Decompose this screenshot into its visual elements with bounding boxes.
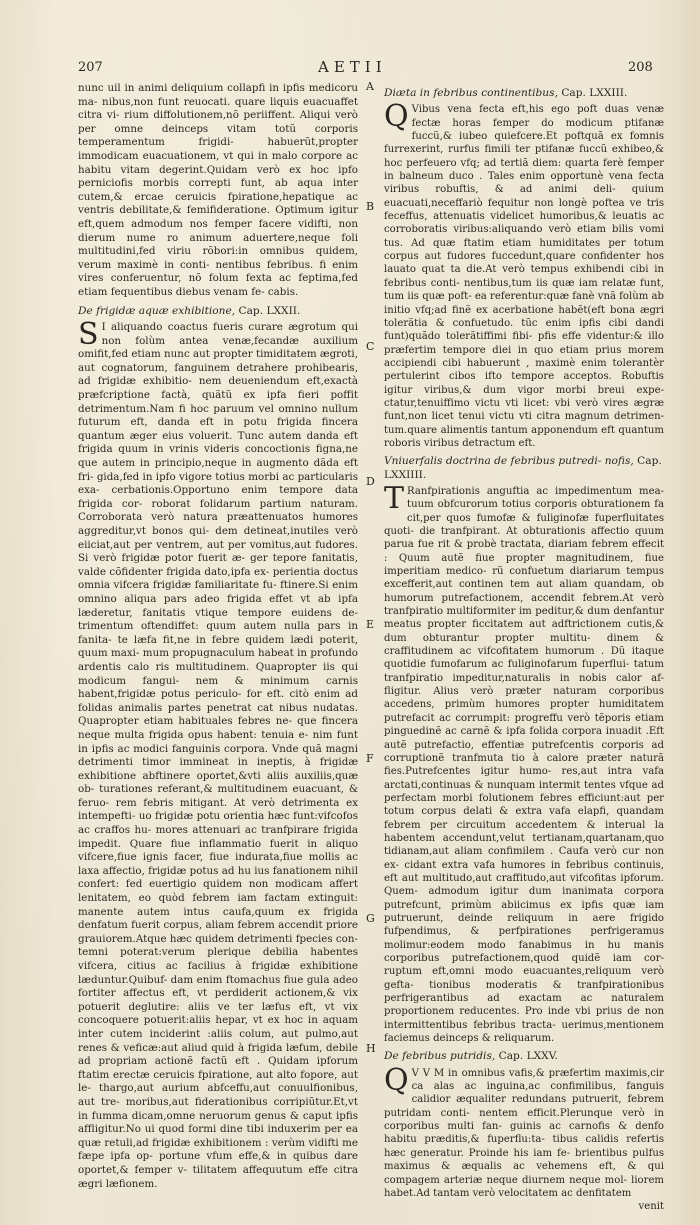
chapter-74-title: Vniuerfalis doctrina de febribus putredi- nofis, [384,455,634,468]
right-page-number: 208 [628,60,653,75]
chapter-75-number: Cap. LXXV. [498,1050,558,1063]
left-paragraph-2-text: I aliquando coactus fueris curare ægrotum qui non folùm antea venæ,fecandæ auxilium omifit,fed etiam nunc aut propter timiditatem ægroti, aut cognatorum, fanguinem detrahere prohibearis, ad frigidæ exhibitio- nem deueniendum eft,exactà præfcriptione factà, quãtũ ex ipfa fieri poffit detrimentum.Nam fi hoc paruum vel omnino nullum futurum eft, danda eft in potu frigida fincera quantum æger eius voluerit. Tunc autem danda eft frigida quum in vrinis videris concoctionis figna,ne que autem in principio,neque in augmento dãda eft fri- gida,fed in ipfo vigore totius morbi ac particularis exa- cerbationis.Opportuno enim tempore data frigida cor- roborat folidarum partium naturam. Corroborata verò natura præattenuatos humores aggreditur,vt bonos qui- dem detineat,inutiles verò eiiciat,aut per ventrem, aut per vomitus,aut fudores. Si verò frigidæ potor fuerit æ- ger tepore fanitatis, valde cõfidenter frigida dato,ipfa ex- perientia doctus omnia vifcera frigidæ familiaritate fu- ftinere.Si enim omnino aliqua pars adeo frigida effet vt ab ipfa læderetur, fanitatis vtique tempore euidens de- trimentum oftendiffet: quum autem nulla pars in fanita- te læfa fit,ne in febre quidem lædi poterit, quum maxi- mum propugnaculum habeat in profundo ardentis calo ris multitudinem. Quapropter iis qui modicum fangui- nem & minimum carnis habent,frigidæ potus periculo- for eft. citò enim ad folidas animalis partes penetrat cat nibus nudatas. Quapropter etiam habituales febres ne- que fincera neque multa frigida opus habent: tenuia e- nim funt in ipfis ac modici fanguinis corpora. Vnde quã magni detrimenti timor immineat in ineptis, à frigidæ exhibitione abftinere oportet,&vti aliis auxiliis,quæ ob- turationes referant,& multitudinem euacuant, & feruo- rem febris mitigant. At verò detrimenta ex intempefti- uo frigidæ potu orientia hæc funt:vifcofos ac craffos hu- mores attenuari ac tranfpirare frigida impedit. Quare fiue inflammatio fuerit in aliquo vifcere,fiue ignis facer, fiue indurata,fiue mollis ac laxa affectio, frigidæ potus ad hu ius fanationem nihil confert: fed euertigio quidem non modicam affert lenitatem, eo quòd febrem iam factam extinguit: manente autem intus caufa,quum ex frigida denfatum fuerit corpus, aliam febrem accendit priore grauiorem.Atque hæc quidem detrimenti fpecies con- temni poterat:verum plerique debilia habentes vifcera, citius ac facilius à frigidæ exhibitione læduntur.Quibuf- dam enim ftomachus fiue gula adeo fortiter affectus eft, vt perdiderit actionem,& vix potuerit deglutire: aliis ve ter læfus eft, vt vix concoquere potuerit:aliis hepar, vt ex hoc in aquam inter cutem inciderint :aliis colum, aut pulmo,aut renes & veficæ:aut aliud quid à frigida læfum, debile ad propriam actionẽ factũ eft . Quidam ipforum ftatim erectæ ceruicis fpiratione, aut alto fopore, aut le- thargo,aut aurium abfceffu,aut conuulfionibus, aut tre- moribus,aut fiderationibus corripiũtur.Et,vt in fumma dicam,omne neruorum genus & caput ipfis affligitur.No ui quod formi dine tibi induxerim per ea quæ retuli,ad frigidæ exhibitionem : verùm vidifti me fæpe ipfa op- portune vfum effe,& in quibus dare oportet,& femper v- tilitatem affequutum effe citra ægri læfionem. [78,321,358,1190]
margin-letter-g: G [366,912,375,925]
right-column [384,82,664,1214]
drop-cap-q: Q [384,99,409,135]
chapter-73-heading [384,87,664,100]
chapter-72-heading [78,305,358,319]
left-paragraph-2 [78,317,358,1191]
margin-letter-f: F [366,752,374,765]
chapter-74-heading [384,455,664,482]
drop-cap-s: S [78,317,99,353]
margin-letter-a: A [366,80,374,93]
margin-letter-d: D [366,475,375,488]
chapter-73-number: Cap. LXXIII. [561,87,628,99]
chapter-72-number: Cap. LXXII. [238,304,301,317]
chapter-75-title: De febribus putridis, [384,1050,496,1063]
chapter-75-heading [384,1050,664,1063]
left-paragraph-1: nunc uil in animi deliquium collapfi in ipfis medicoru ma- nibus,non funt reuocati. quare liquis euacuaffet citra vi- rium diffolutionem,nõ periiffent. Aliqui verò per omne deinceps vitam totũ corporis temperamentum frigidi- habuerũt,propter immodicam euacuationem, vt qui in malo corpore ac habitu vitam degerint.Quidam verò ex hoc ipfo perniciofis morbis correpti funt, ab aqua inter cutem,& ercae ceruicis fpiratione,hepatique ac ventris debilitate,& femifideratione. Optimum igitur eft,quem admodum nos femper facere vidifti, non dierum nume ro animum aduertere,neque foli multitudini,fed viriu rõbori:in omnibus quidem, verum maximè in conti- nentibus febribus. fi enim vires conferuentur, nõ folum fexta ac feptima,fed etiam fequentibus diebus venam fe- cabis. [78,82,358,298]
left-column [78,82,358,1191]
drop-cap-t: T [384,480,405,516]
chapter-74-number: Cap. LXXIIII. [384,455,662,481]
catchword: venit [638,1201,664,1213]
left-page-number: 207 [78,60,103,75]
margin-letter-b: B [366,200,375,213]
drop-cap-q2: Q [384,1062,409,1098]
margin-letter-h: H [366,1042,376,1055]
right-paragraph-3 [384,1062,664,1200]
chapter-72-title: De frigidæ aquæ exhibitione, [78,304,236,317]
margin-letter-e: E [366,618,375,631]
running-header [0,60,700,82]
chapter-73-title: Diæta in febribus continentibus, [384,87,558,99]
right-paragraph-1 [384,99,664,450]
right-paragraph-2-text: Ranfpirationis anguftia ac impedimentum mea- tuum obfcurorum totius corporis obturationem fa cit,per quos fumofæ & fuliginofæ fuperfluitates quoti- die tranfpirant. At obturationis affectio quum parua fue rit & probè tractata, diariam febrem effecit : Quum autẽ fiue propter magnitudinem, fiue imperitiam medico- rũ confuetum diariarum tempus excefferit,aut continen tem aut aliam quandam, ob humorum putrefactionem, accendit febrem.At verò tranfpiratio multiformiter im peditur,& dum denfantur meatus propter ficcitatem aut adftrictionem cutis,& dum obturantur propter multitu- dinem & craffitudinem ac vifcofitatem humorum . Dũ itaque quotidie fumofarum ac fuliginofarum fuperflui- tatum tranfpiratio impeditur,naturalis in nobis calor af- fligitur. Alius verò præter naturam corporibus accedens, primùm humores propter humiditatem putrefacit ac corrumpit: progreffu verò tẽporis etiam pinguedinẽ ac carnẽ & ipfa folida corpora inuadit .Eft autẽ putrefactio, effentiæ putrefcentis corporis ad corruptionẽ tranfmuta tio à calore præter naturã fies.Putrefcentes igitur humo- res,aut intra vafa arctati,continuas & nunquam intermit tentes vfque ad perfectam morbi folutionem febres efficiunt:aut per totum corpus delati & extra vafa elapfi, quandam febrem per circuitum accedentem & interual la habentem accendunt,velut tertianam,quartanam,quo tidianam,aut aliam confimilem . Caufa verò cur non ex- cidant extra vafa humores in febribus continuis, eft aut multitudo,aut craffitudo,aut vifcofitas ipforum. Quem- admodum igitur dum inanimata corpora putrefcunt, primùm abiicimus ex ipfis quæ iam putruerunt, deinde reliquum in aere frigido fufpendimus, & perfpirationes perfrigeramus molimur:eodem modo fanabimus in hu manis corporibus putrefactionem,quod quidẽ iam cor- ruptum eft,omni modo euacuantes,reliquum verò gefta- tionibus moderatis & tranfpirationibus perfrigerantibus ad exactam ac naturalem proportionem reducentes. Pro inde vbi prius de non intermittentibus febribus tracta- uerimus,mentionem faciemus deinceps & reliquarum. [384,485,664,1045]
right-paragraph-3-text: V V M in omnibus vafis,& præfertim maximis,cir ca alas ac inguina,ac confimilibus, fanguis calidior æqualiter redundans putruerit, febrem putridam conti- nentem efficit.Plerunque verò in corporibus multi fan- guinis ac carnofis & denfo habitu præditis,& fuperflu:ta- tibus calidis refertis hæc generatur. Proinde his iam fe- brientibus pulfus maximus & æqualis ac vehemens eft, & qui compagem arteriæ neque diurnem neque mol- liorem habet.Ad tantam verò velocitatem ac denfitatem [384,1067,664,1199]
right-paragraph-2 [384,480,664,1045]
right-paragraph-1-text: Vibus vena fecta eft,his ego poft duas venæ fectæ horas femper do modicum ptifanæ fuccũ,& iubeo quiefcere.Et poftquã ex fomnis furrexerint, rurfus fimili ter ptifanæ fuccũ exhibeo,& hoc perfeuero vfq; ad tertiã diem: quarta ferè femper in balneum duco . Tales enim opportunè vena fecta viribus robuftis, & ad animi deli- quium euacuati,neceffariò fequitur non longè poftea ve tris feceffus, attenuatis videlicet humoribus,& leuatis ac corroboratis viribus:aliquando verò etiam bilis vomi tus. Ad quæ ftatim etiam humiditates per totum corpus aut fudores fuccedunt,quare confidenter hos lauato quat ta die.At verò tempus exhibendi cibi in febribus conti- nentibus,tum iis quæ iam relatæ funt, tum iis quæ poft- ea referentur:quæ fanè vnã folùm ab initio vfq;ad finẽ ex acerbatione habẽt(eft bona ægri tolerãtia & confuetudo. tũc enim ipfis cibi dandi funt)quãdo tolerãtiffimi fibi- pfis effe videntur:& illo præfertim tempore diei in quo etiam prius morem accipiendi cibi habuerunt , maximè enim tolerantèr pertulerint cibos ifto tempore acceptos. Robuftis igitur viribus,& dum vigor morbi breui expe- ctatur,tenuiffimo victu vti licet: vbi verò vires ægræ funt,non licet tenui victu vti citra magnum detrimen- tum.quare alimentis tantum apponendum eft quantum roboris viribus detractum eft. [384,104,664,449]
margin-letter-c: C [366,340,375,353]
running-title: AETII [318,58,387,76]
